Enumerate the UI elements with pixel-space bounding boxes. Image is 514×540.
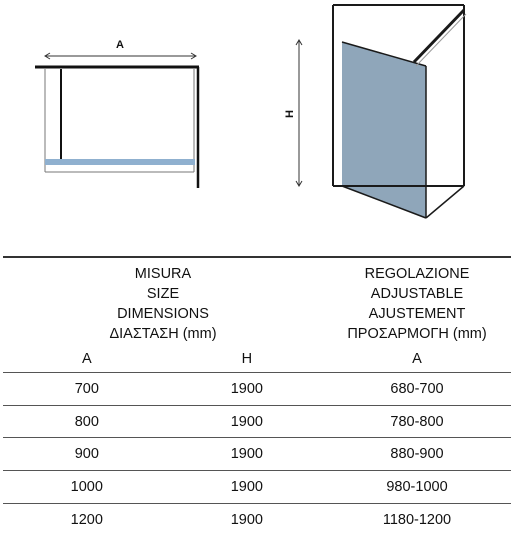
height-label: H [284, 110, 296, 118]
cell-height: 1900 [171, 471, 323, 504]
adjustable-header-line: ADJUSTABLE [370, 286, 464, 302]
cell-width: 1000 [3, 471, 171, 504]
cell-width: 1200 [3, 503, 171, 535]
adjustable-header-line: REGOLAZIONE [364, 266, 470, 282]
adjustable-header-line: AJUSTEMENT [368, 306, 466, 322]
front-view [284, 5, 466, 218]
cell-height: 1900 [171, 373, 323, 406]
size-header-line: ΔΙΑΣΤΑΣΗ (mm) [109, 326, 217, 342]
shower-diagrams [0, 0, 514, 250]
cell-height: 1900 [171, 503, 323, 535]
column-header-adjust: A [412, 351, 422, 367]
glass-panel-plan [45, 159, 195, 165]
cell-adjust: 680-700 [323, 373, 511, 406]
table-row [3, 471, 511, 504]
width-label: A [116, 39, 124, 51]
cell-adjust: 780-800 [323, 405, 511, 438]
support-arm-shadow [416, 14, 466, 66]
size-header-line: SIZE [146, 286, 180, 302]
cell-width: 900 [3, 438, 171, 471]
column-header-h: H [241, 351, 253, 367]
size-header-line: MISURA [134, 266, 192, 282]
cell-width: 700 [3, 373, 171, 406]
support-arm [414, 10, 464, 62]
column-header-a: A [81, 351, 92, 367]
size-header [3, 257, 323, 346]
table-row [3, 405, 511, 438]
cell-height: 1900 [171, 405, 323, 438]
table-row [3, 503, 511, 535]
table-row [3, 373, 511, 406]
frame-floor-side [426, 186, 464, 218]
size-table [3, 256, 511, 535]
cell-adjust: 880-900 [323, 438, 511, 471]
adjustable-header [323, 257, 511, 346]
table-row [3, 438, 511, 471]
cell-adjust: 980-1000 [323, 471, 511, 504]
cell-height: 1900 [171, 438, 323, 471]
cell-width: 800 [3, 405, 171, 438]
plan-view [35, 39, 199, 188]
cell-adjust: 1180-1200 [323, 503, 511, 535]
size-header-line: DIMENSIONS [117, 306, 209, 322]
adjustable-header-line: ΠΡΟΣΑΡΜΟΓΗ (mm) [347, 326, 487, 342]
